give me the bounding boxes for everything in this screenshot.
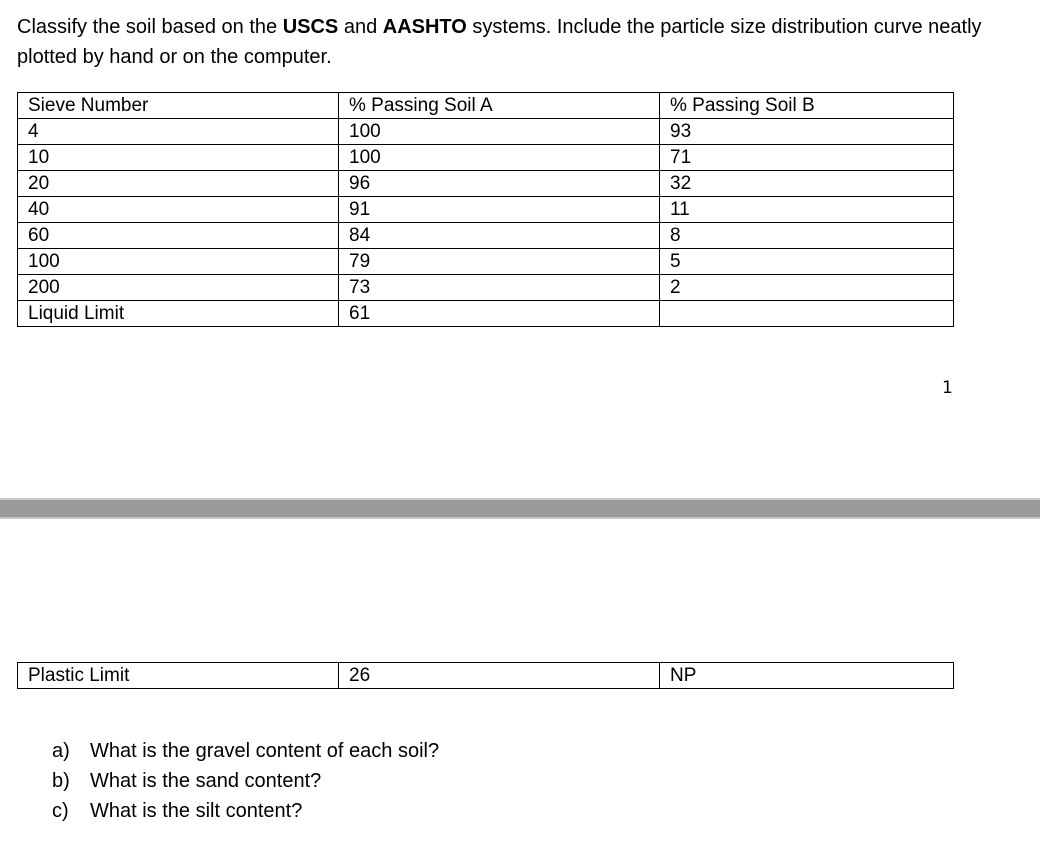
liquid-limit-soil-b	[660, 301, 954, 327]
header-passing-soil-a: % Passing Soil A	[339, 93, 660, 119]
question-marker: a)	[52, 740, 70, 762]
soil-b-cell: 5	[660, 249, 954, 275]
table-row	[18, 119, 954, 145]
table-header-row	[18, 93, 954, 119]
soil-b-cell: 11	[660, 197, 954, 223]
table-row	[18, 171, 954, 197]
soil-a-cell: 79	[339, 249, 660, 275]
header-sieve-number: Sieve Number	[18, 93, 339, 119]
plastic-limit-soil-b: NP	[660, 663, 954, 689]
plastic-limit-label: Plastic Limit	[18, 663, 339, 689]
table-row	[18, 197, 954, 223]
soil-a-cell: 91	[339, 197, 660, 223]
plastic-limit-soil-a: 26	[339, 663, 660, 689]
question-list	[52, 736, 439, 826]
instructions-text-2: and	[338, 16, 383, 38]
table-row	[18, 145, 954, 171]
soil-a-cell: 100	[339, 119, 660, 145]
soil-b-cell: 93	[660, 119, 954, 145]
liquid-limit-soil-a: 61	[339, 301, 660, 327]
instructions-text-3: systems. Include the particle size distribution curve neatly plotted by hand or on the computer.	[17, 16, 982, 68]
question-item	[52, 736, 439, 766]
sieve-cell: 4	[18, 119, 339, 145]
liquid-limit-label: Liquid Limit	[18, 301, 339, 327]
aashto-label: AASHTO	[382, 16, 467, 38]
question-text: What is the gravel content of each soil?	[90, 740, 440, 762]
soil-b-cell: 32	[660, 171, 954, 197]
table-row-liquid-limit	[18, 301, 954, 327]
table-row	[18, 275, 954, 301]
soil-b-cell: 2	[660, 275, 954, 301]
sieve-cell: 200	[18, 275, 339, 301]
soil-a-cell: 100	[339, 145, 660, 171]
soil-a-cell: 73	[339, 275, 660, 301]
table-row	[18, 249, 954, 275]
sieve-cell: 100	[18, 249, 339, 275]
instructions-paragraph	[17, 12, 1017, 72]
question-item	[52, 766, 439, 796]
question-text: What is the sand content?	[90, 770, 322, 792]
header-passing-soil-b: % Passing Soil B	[660, 93, 954, 119]
sieve-cell: 60	[18, 223, 339, 249]
page-number: 1	[942, 378, 953, 398]
question-text: What is the silt content?	[90, 800, 303, 822]
soil-b-cell: 8	[660, 223, 954, 249]
soil-b-cell: 71	[660, 145, 954, 171]
uscs-label: USCS	[282, 16, 339, 38]
question-marker: b)	[52, 770, 70, 792]
soil-a-cell: 84	[339, 223, 660, 249]
page-break-divider	[0, 498, 1040, 519]
soil-a-cell: 96	[339, 171, 660, 197]
table-row-plastic-limit	[18, 663, 954, 689]
plastic-limit-table	[17, 662, 954, 689]
question-marker: c)	[52, 800, 69, 822]
instructions-text-1: Classify the soil based on the	[17, 16, 283, 38]
question-item	[52, 796, 439, 826]
sieve-table	[17, 92, 954, 327]
sieve-cell: 40	[18, 197, 339, 223]
sieve-cell: 20	[18, 171, 339, 197]
table-row	[18, 223, 954, 249]
sieve-cell: 10	[18, 145, 339, 171]
